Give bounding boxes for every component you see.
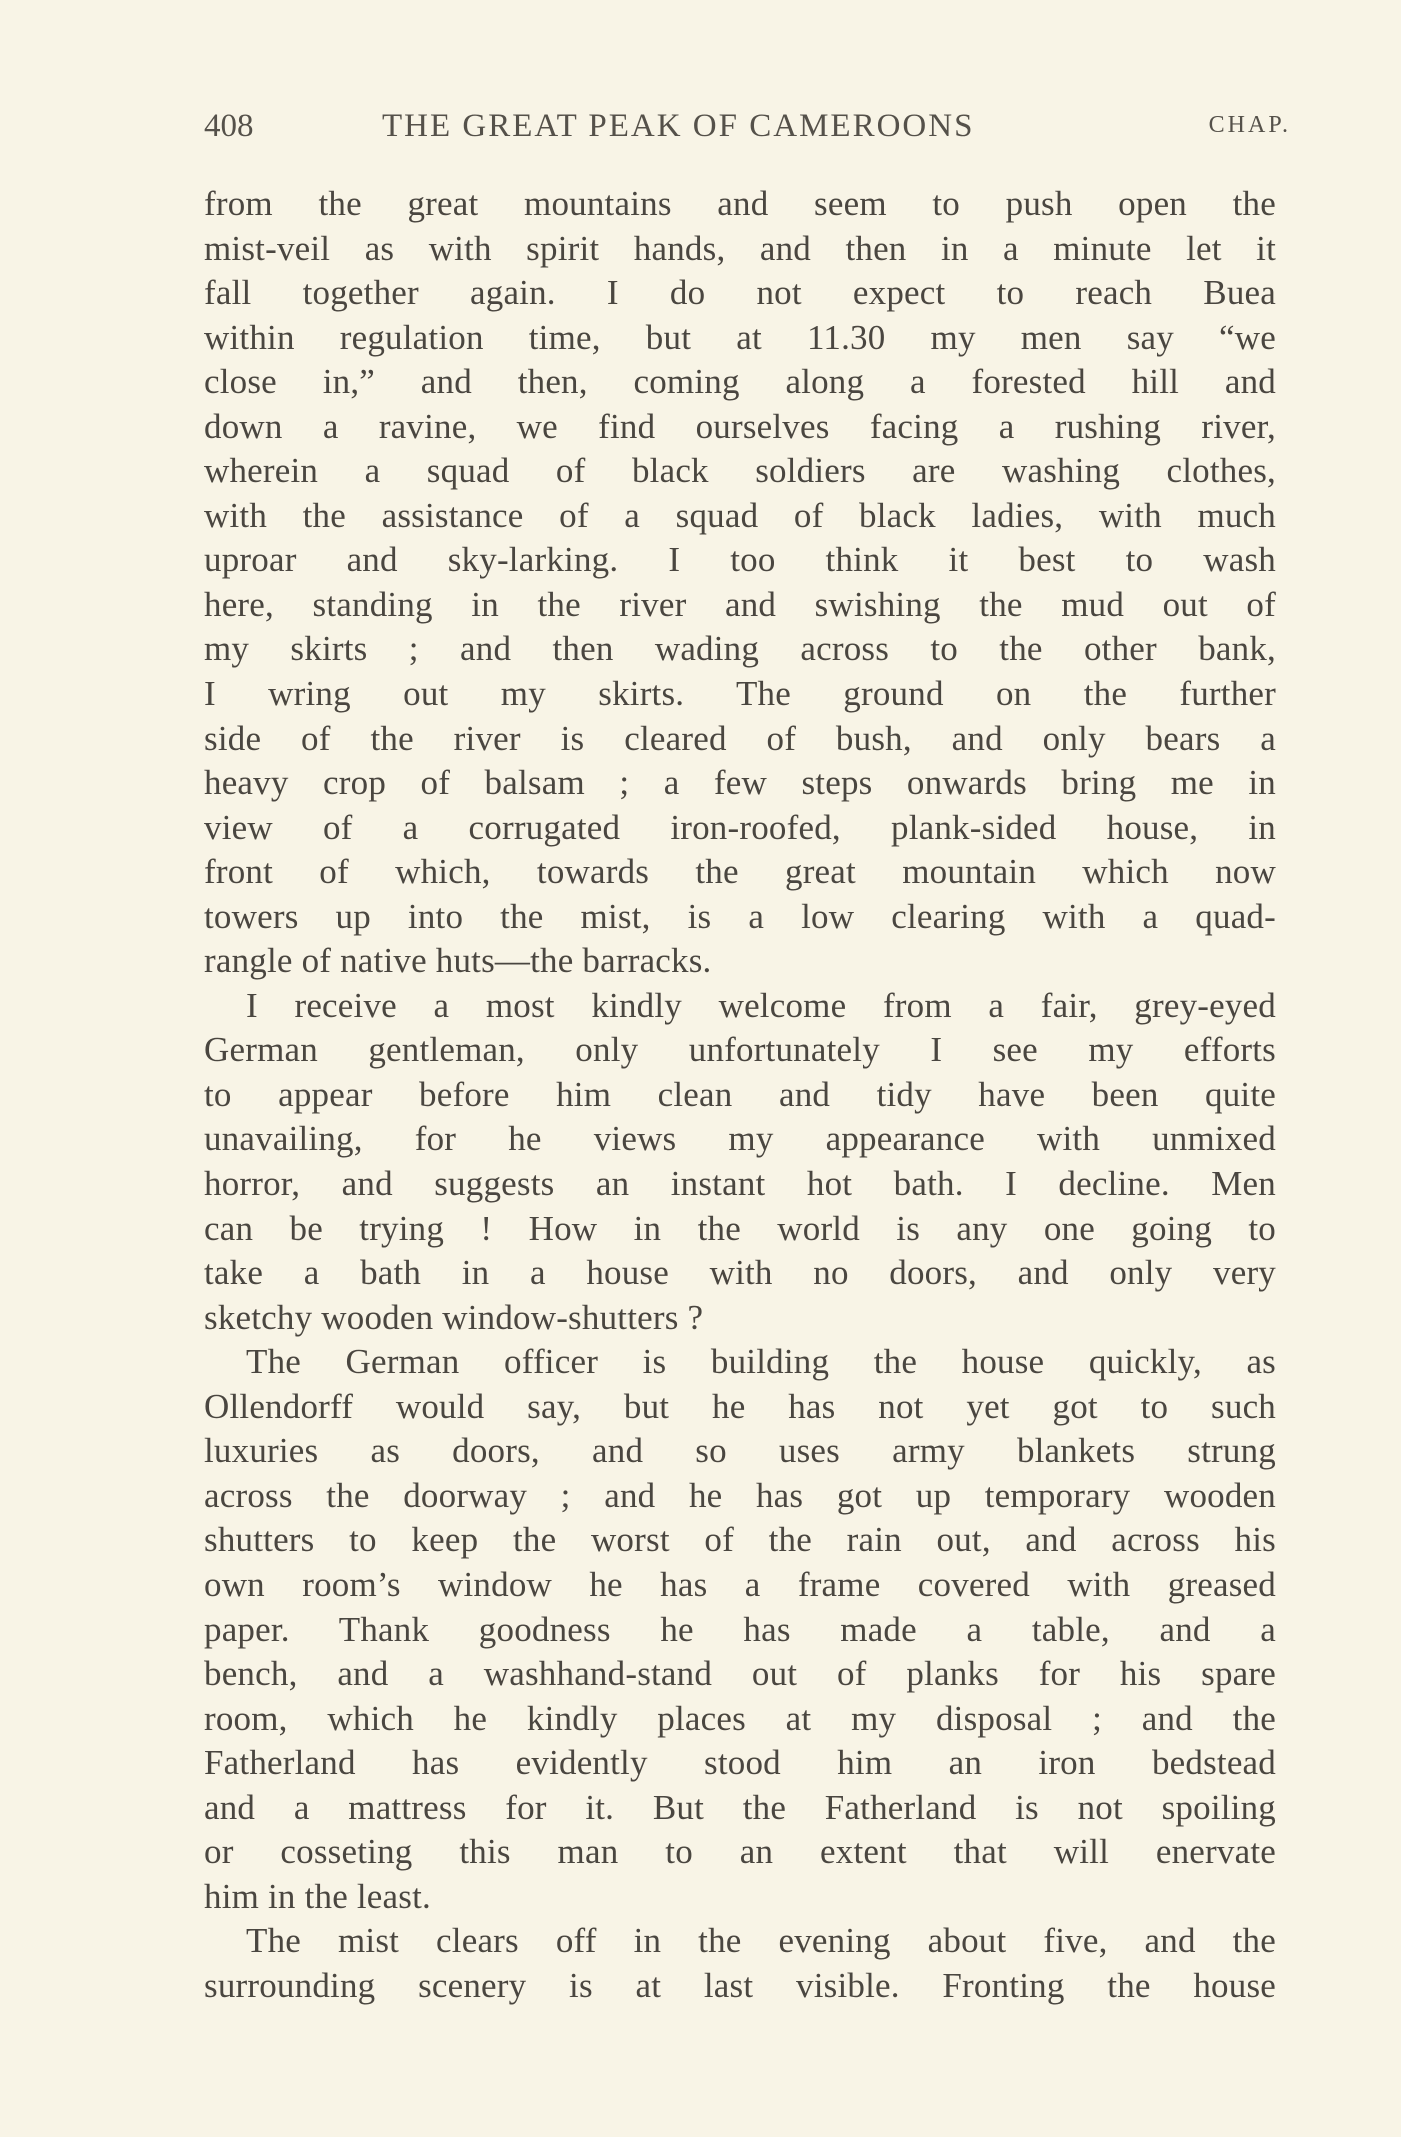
text-line: German gentleman, only unfortunately I see my efforts — [204, 1030, 1276, 1070]
text-line: luxuries as doors, and so uses army blankets strung — [204, 1431, 1276, 1471]
text-line: down a ravine, we find ourselves facing a rushing river, — [204, 406, 1276, 446]
text-line: Ollendorff would say, but he has not yet got to such — [204, 1386, 1276, 1426]
text-line: surrounding scenery is at last visible. Fronting the house — [204, 1965, 1276, 2005]
running-title: THE GREAT PEAK OF CAMEROONS — [382, 108, 975, 144]
page-number: 408 — [204, 108, 254, 144]
text-line: side of the river is cleared of bush, and only bears a — [204, 718, 1276, 758]
text-line: and a mattress for it. But the Fatherland is not spoiling — [204, 1787, 1276, 1827]
text-line: across the doorway ; and he has got up temporary wooden — [204, 1475, 1276, 1515]
text-line: I receive a most kindly welcome from a fair, grey-eyed — [246, 985, 1276, 1025]
text-line: take a bath in a house with no doors, and only very — [204, 1253, 1276, 1293]
text-line: I wring out my skirts. The ground on the further — [204, 674, 1276, 714]
text-line: paper. Thank goodness he has made a table, and a — [204, 1609, 1276, 1649]
text-line: rangle of native huts—the barracks. — [204, 941, 712, 981]
text-line: with the assistance of a squad of black ladies, with much — [204, 495, 1276, 535]
text-line: room, which he kindly places at my disposal ; and the — [204, 1698, 1276, 1738]
text-line: to appear before him clean and tidy have been quite — [204, 1074, 1276, 1114]
body-text — [204, 182, 1276, 2008]
text-line: shutters to keep the worst of the rain out, and across his — [204, 1520, 1276, 1560]
text-line: The German officer is building the house quickly, as — [246, 1342, 1276, 1382]
text-line: fall together again. I do not expect to reach Buea — [204, 273, 1276, 313]
text-line: within regulation time, but at 11.30 my men say “we — [204, 317, 1276, 357]
text-line: close in,” and then, coming along a forested hill and — [204, 362, 1276, 402]
text-line: uproar and sky-larking. I too think it best to wash — [204, 540, 1276, 580]
text-line: heavy crop of balsam ; a few steps onwards bring me in — [204, 763, 1276, 803]
chapter-label: CHAP. — [1208, 112, 1291, 138]
text-line: from the great mountains and seem to push open the — [204, 184, 1276, 223]
text-line: front of which, towards the great mountain which now — [204, 852, 1276, 892]
text-line: my skirts ; and then wading across to the other bank, — [204, 629, 1276, 669]
text-line: sketchy wooden window-shutters ? — [204, 1297, 704, 1337]
text-line: wherein a squad of black soldiers are washing clothes, — [204, 451, 1276, 491]
text-line: The mist clears off in the evening about five, and the — [246, 1921, 1276, 1961]
text-line: mist-veil as with spirit hands, and then in a minute let it — [204, 228, 1276, 268]
text-line: or cosseting this man to an extent that will enervate — [204, 1832, 1276, 1872]
text-line: view of a corrugated iron-roofed, plank-sided house, in — [204, 807, 1276, 847]
text-line: unavailing, for he views my appearance with unmixed — [204, 1119, 1276, 1159]
text-line: bench, and a washhand-stand out of planks for his spare — [204, 1654, 1276, 1694]
running-head — [204, 108, 1291, 152]
text-line: here, standing in the river and swishing the mud out of — [204, 584, 1276, 624]
text-line: own room’s window he has a frame covered with greased — [204, 1564, 1276, 1604]
text-line: can be trying ! How in the world is any one going to — [204, 1208, 1276, 1248]
text-line: Fatherland has evidently stood him an iron bedstead — [204, 1743, 1276, 1783]
text-line: horror, and suggests an instant hot bath. I decline. Men — [204, 1164, 1276, 1204]
text-line: towers up into the mist, is a low clearing with a quad- — [204, 896, 1276, 936]
text-line: him in the least. — [204, 1876, 431, 1916]
